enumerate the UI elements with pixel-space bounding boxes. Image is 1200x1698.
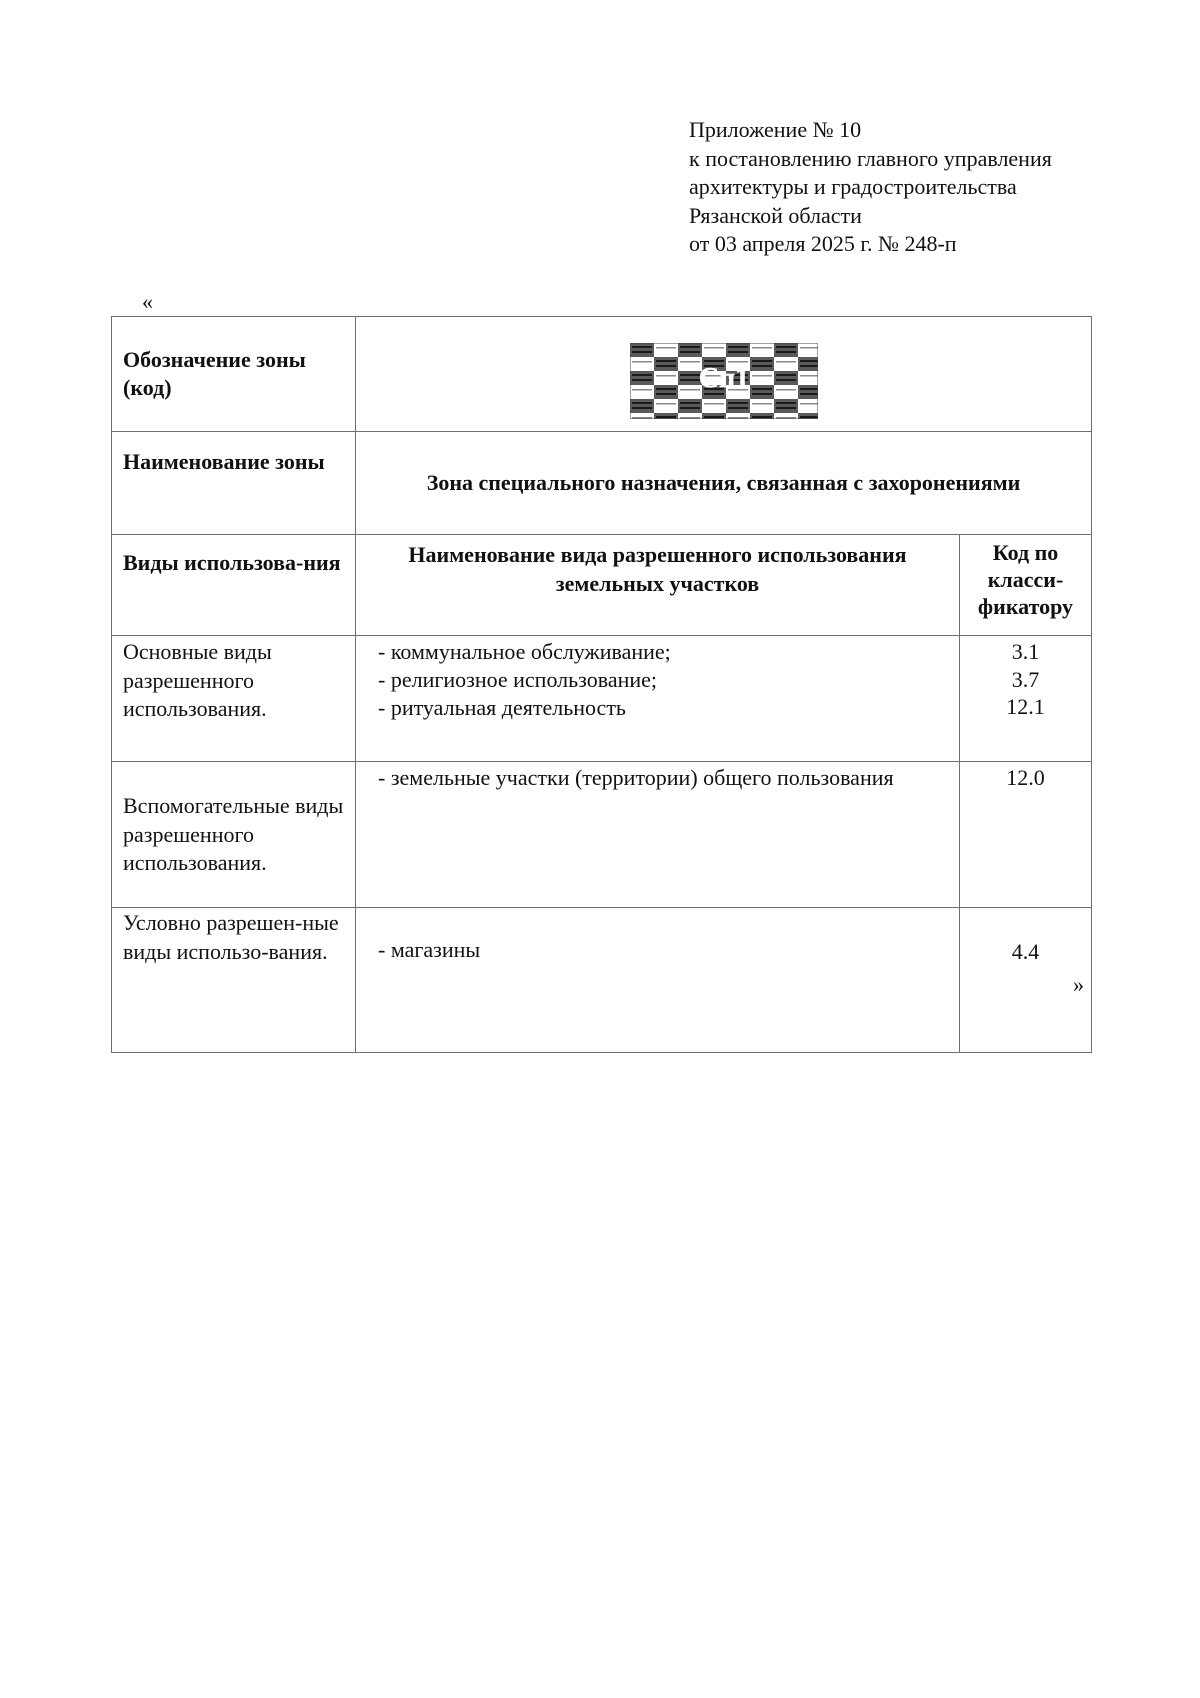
code-list	[960, 762, 1092, 908]
zone-name-value: Зона специального назначения, связанная с захоронениями	[356, 432, 1092, 535]
zone-code-cell	[356, 317, 1092, 432]
classifier-code: 3.1	[1011, 639, 1040, 664]
zone-code-text: Сп1	[698, 363, 749, 394]
use-list	[356, 762, 960, 908]
zone-name-row	[112, 432, 1092, 535]
closing-quote: »	[1073, 972, 1084, 997]
classifier-code-header: Код по класси-фикатору	[960, 535, 1092, 636]
types-label: Виды использова-ния	[112, 535, 356, 636]
use-item: - религиозное использование;	[378, 667, 658, 692]
table-row	[112, 762, 1092, 908]
use-item: - магазины	[378, 937, 481, 962]
appendix-line: от 03 апреля 2025 г. № 248-п	[689, 231, 957, 256]
use-name-header: Наименование вида разрешенного использования земельных участков	[356, 535, 960, 636]
zone-name-label: Наименование зоны	[112, 432, 356, 535]
table-header-row	[112, 535, 1092, 636]
use-item: - земельные участки (территории) общего пользования	[378, 765, 894, 790]
classifier-code: 3.7	[1011, 666, 1040, 692]
table-row	[112, 908, 1092, 1053]
code-list	[960, 636, 1092, 762]
appendix-line: Рязанской области	[689, 202, 862, 228]
zone-code-row	[112, 317, 1092, 432]
use-item: - ритуальная деятельность	[378, 695, 626, 720]
use-category: Основные виды разрешенного использования.	[112, 636, 356, 762]
appendix-line: Приложение № 10	[689, 117, 862, 142]
classifier-code: 12.1	[1006, 694, 1045, 719]
use-list	[356, 908, 960, 1053]
table-row	[112, 636, 1092, 762]
use-category: Вспомогательные виды разрешенного использования.	[112, 762, 356, 908]
zone-code-badge	[630, 343, 818, 419]
code-list	[960, 908, 1092, 1053]
zone-code-label: Обозначение зоны (код)	[112, 317, 356, 432]
use-category: Условно разрешен-ные виды использо-вания.	[112, 908, 356, 1053]
use-list	[356, 636, 960, 762]
opening-quote: «	[142, 289, 153, 314]
appendix-line: к постановлению главного управления	[689, 145, 1052, 171]
appendix-header	[689, 116, 1169, 259]
classifier-code: 4.4	[1011, 939, 1040, 964]
zone-table	[111, 316, 1092, 1053]
appendix-line: архитектуры и градостроительства	[689, 174, 1017, 199]
classifier-code: 12.0	[1006, 765, 1045, 790]
use-item: - коммунальное обслуживание;	[378, 639, 671, 664]
